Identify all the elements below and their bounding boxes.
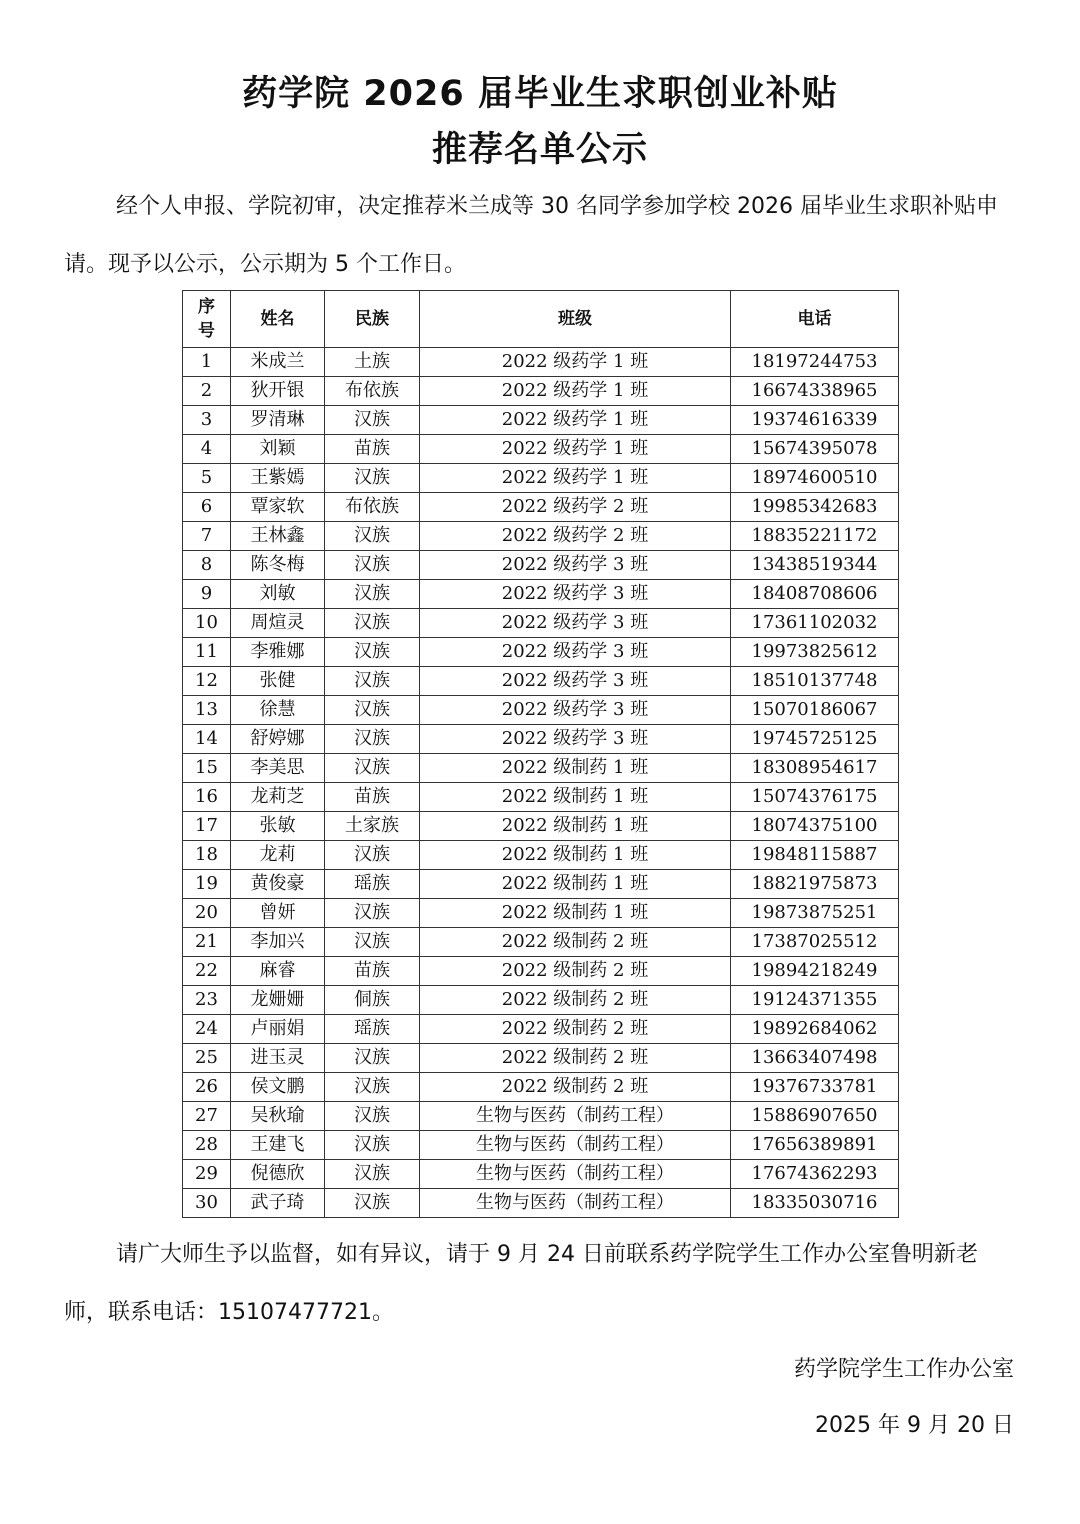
header-name: 姓名 bbox=[231, 291, 325, 348]
cell-class: 2022 级制药 1 班 bbox=[420, 754, 731, 783]
header-number bbox=[183, 291, 231, 348]
cell-name: 李加兴 bbox=[231, 928, 325, 957]
cell-name: 张敏 bbox=[231, 812, 325, 841]
table-row bbox=[183, 1131, 899, 1160]
cell-phone: 15074376175 bbox=[731, 783, 899, 812]
cell-name: 龙莉 bbox=[231, 841, 325, 870]
cell-number: 30 bbox=[183, 1189, 231, 1218]
cell-class: 生物与医药（制药工程） bbox=[420, 1131, 731, 1160]
cell-phone: 15886907650 bbox=[731, 1102, 899, 1131]
table-row bbox=[183, 899, 899, 928]
cell-number: 22 bbox=[183, 957, 231, 986]
cell-class: 2022 级药学 1 班 bbox=[420, 435, 731, 464]
cell-ethnicity: 苗族 bbox=[325, 435, 420, 464]
table-row bbox=[183, 1044, 899, 1073]
cell-phone: 19124371355 bbox=[731, 986, 899, 1015]
table-row bbox=[183, 1189, 899, 1218]
cell-name: 刘颖 bbox=[231, 435, 325, 464]
cell-name: 罗清琳 bbox=[231, 406, 325, 435]
document-title-line1: 药学院 2026 届毕业生求职创业补贴 bbox=[242, 74, 838, 114]
table-row bbox=[183, 638, 899, 667]
cell-phone: 19848115887 bbox=[731, 841, 899, 870]
cell-phone: 18510137748 bbox=[731, 667, 899, 696]
cell-phone: 19745725125 bbox=[731, 725, 899, 754]
table-row bbox=[183, 435, 899, 464]
cell-phone: 17361102032 bbox=[731, 609, 899, 638]
table-row bbox=[183, 1160, 899, 1189]
table-row bbox=[183, 609, 899, 638]
cell-name: 周煊灵 bbox=[231, 609, 325, 638]
signature-date: 2025 年 9 月 20 日 bbox=[815, 1413, 1014, 1438]
cell-name: 米成兰 bbox=[231, 348, 325, 377]
cell-name: 黄俊豪 bbox=[231, 870, 325, 899]
cell-class: 2022 级药学 3 班 bbox=[420, 609, 731, 638]
header-class: 班级 bbox=[420, 291, 731, 348]
cell-phone: 19894218249 bbox=[731, 957, 899, 986]
cell-ethnicity: 汉族 bbox=[325, 1102, 420, 1131]
cell-number: 18 bbox=[183, 841, 231, 870]
cell-class: 生物与医药（制药工程） bbox=[420, 1189, 731, 1218]
cell-name: 狄开银 bbox=[231, 377, 325, 406]
cell-number: 25 bbox=[183, 1044, 231, 1073]
cell-name: 张健 bbox=[231, 667, 325, 696]
cell-class: 2022 级药学 2 班 bbox=[420, 493, 731, 522]
cell-ethnicity: 侗族 bbox=[325, 986, 420, 1015]
cell-number: 2 bbox=[183, 377, 231, 406]
cell-phone: 18821975873 bbox=[731, 870, 899, 899]
cell-number: 10 bbox=[183, 609, 231, 638]
cell-phone: 18408708606 bbox=[731, 580, 899, 609]
cell-name: 李雅娜 bbox=[231, 638, 325, 667]
cell-class: 2022 级药学 1 班 bbox=[420, 348, 731, 377]
cell-ethnicity: 汉族 bbox=[325, 754, 420, 783]
cell-number: 27 bbox=[183, 1102, 231, 1131]
cell-ethnicity: 汉族 bbox=[325, 1073, 420, 1102]
cell-phone: 15070186067 bbox=[731, 696, 899, 725]
cell-ethnicity: 土族 bbox=[325, 348, 420, 377]
cell-phone: 17387025512 bbox=[731, 928, 899, 957]
cell-number: 17 bbox=[183, 812, 231, 841]
cell-ethnicity: 汉族 bbox=[325, 551, 420, 580]
cell-number: 28 bbox=[183, 1131, 231, 1160]
cell-ethnicity: 瑶族 bbox=[325, 1015, 420, 1044]
cell-name: 舒婷娜 bbox=[231, 725, 325, 754]
table-row bbox=[183, 928, 899, 957]
cell-ethnicity: 汉族 bbox=[325, 638, 420, 667]
table-row bbox=[183, 1073, 899, 1102]
cell-number: 6 bbox=[183, 493, 231, 522]
table-row bbox=[183, 348, 899, 377]
cell-phone: 17674362293 bbox=[731, 1160, 899, 1189]
cell-class: 2022 级制药 2 班 bbox=[420, 986, 731, 1015]
cell-phone: 19892684062 bbox=[731, 1015, 899, 1044]
cell-number: 7 bbox=[183, 522, 231, 551]
table-row bbox=[183, 841, 899, 870]
cell-ethnicity: 汉族 bbox=[325, 928, 420, 957]
table-header-row bbox=[183, 291, 899, 348]
header-phone: 电话 bbox=[731, 291, 899, 348]
cell-number: 1 bbox=[183, 348, 231, 377]
cell-phone: 19973825612 bbox=[731, 638, 899, 667]
table-row bbox=[183, 754, 899, 783]
cell-phone: 18835221172 bbox=[731, 522, 899, 551]
cell-ethnicity: 汉族 bbox=[325, 899, 420, 928]
recommendation-table bbox=[182, 290, 899, 1218]
cell-ethnicity: 汉族 bbox=[325, 667, 420, 696]
cell-ethnicity: 汉族 bbox=[325, 580, 420, 609]
cell-class: 2022 级药学 3 班 bbox=[420, 667, 731, 696]
cell-ethnicity: 汉族 bbox=[325, 522, 420, 551]
cell-number: 23 bbox=[183, 986, 231, 1015]
header-number-line1: 序 bbox=[198, 297, 215, 317]
cell-number: 12 bbox=[183, 667, 231, 696]
cell-number: 21 bbox=[183, 928, 231, 957]
table-row bbox=[183, 812, 899, 841]
table-row bbox=[183, 522, 899, 551]
cell-name: 侯文鹏 bbox=[231, 1073, 325, 1102]
cell-number: 5 bbox=[183, 464, 231, 493]
cell-name: 王建飞 bbox=[231, 1131, 325, 1160]
cell-class: 2022 级制药 2 班 bbox=[420, 1044, 731, 1073]
table-row bbox=[183, 551, 899, 580]
cell-name: 武子琦 bbox=[231, 1189, 325, 1218]
cell-name: 李美思 bbox=[231, 754, 325, 783]
cell-number: 11 bbox=[183, 638, 231, 667]
cell-class: 2022 级药学 1 班 bbox=[420, 464, 731, 493]
cell-number: 13 bbox=[183, 696, 231, 725]
cell-name: 龙姗姗 bbox=[231, 986, 325, 1015]
table-row bbox=[183, 986, 899, 1015]
cell-name: 麻睿 bbox=[231, 957, 325, 986]
cell-phone: 15674395078 bbox=[731, 435, 899, 464]
cell-class: 2022 级制药 1 班 bbox=[420, 783, 731, 812]
cell-phone: 19376733781 bbox=[731, 1073, 899, 1102]
cell-number: 3 bbox=[183, 406, 231, 435]
table-row bbox=[183, 493, 899, 522]
table-row bbox=[183, 1015, 899, 1044]
cell-number: 8 bbox=[183, 551, 231, 580]
cell-ethnicity: 汉族 bbox=[325, 609, 420, 638]
cell-phone: 18308954617 bbox=[731, 754, 899, 783]
cell-phone: 13663407498 bbox=[731, 1044, 899, 1073]
cell-name: 徐慧 bbox=[231, 696, 325, 725]
cell-ethnicity: 布依族 bbox=[325, 493, 420, 522]
cell-class: 2022 级药学 3 班 bbox=[420, 638, 731, 667]
cell-name: 覃家软 bbox=[231, 493, 325, 522]
cell-phone: 19374616339 bbox=[731, 406, 899, 435]
cell-name: 王紫嫣 bbox=[231, 464, 325, 493]
cell-class: 生物与医药（制药工程） bbox=[420, 1102, 731, 1131]
cell-class: 生物与医药（制药工程） bbox=[420, 1160, 731, 1189]
cell-class: 2022 级制药 1 班 bbox=[420, 841, 731, 870]
cell-phone: 18974600510 bbox=[731, 464, 899, 493]
cell-phone: 18074375100 bbox=[731, 812, 899, 841]
cell-name: 进玉灵 bbox=[231, 1044, 325, 1073]
table-row bbox=[183, 1102, 899, 1131]
table-row bbox=[183, 957, 899, 986]
cell-ethnicity: 汉族 bbox=[325, 1160, 420, 1189]
cell-ethnicity: 汉族 bbox=[325, 1131, 420, 1160]
table-row bbox=[183, 377, 899, 406]
table-row bbox=[183, 725, 899, 754]
table-row bbox=[183, 783, 899, 812]
cell-phone: 19873875251 bbox=[731, 899, 899, 928]
cell-phone: 18197244753 bbox=[731, 348, 899, 377]
cell-ethnicity: 汉族 bbox=[325, 1189, 420, 1218]
signature-office: 药学院学生工作办公室 bbox=[793, 1357, 1014, 1382]
cell-number: 24 bbox=[183, 1015, 231, 1044]
header-number-line2: 号 bbox=[198, 321, 215, 341]
cell-class: 2022 级制药 2 班 bbox=[420, 928, 731, 957]
intro-paragraph: 经个人申报、学院初审，决定推荐米兰成等 30 名同学参加学校 2026 届毕业生求职补贴申请。现予以公示，公示期为 5 个工作日。 bbox=[64, 194, 998, 277]
cell-ethnicity: 苗族 bbox=[325, 783, 420, 812]
table-row bbox=[183, 580, 899, 609]
cell-ethnicity: 苗族 bbox=[325, 957, 420, 986]
table-row bbox=[183, 464, 899, 493]
cell-class: 2022 级药学 3 班 bbox=[420, 551, 731, 580]
cell-name: 倪德欣 bbox=[231, 1160, 325, 1189]
cell-number: 19 bbox=[183, 870, 231, 899]
cell-phone: 19985342683 bbox=[731, 493, 899, 522]
cell-ethnicity: 瑶族 bbox=[325, 870, 420, 899]
cell-number: 16 bbox=[183, 783, 231, 812]
cell-name: 王林鑫 bbox=[231, 522, 325, 551]
cell-number: 14 bbox=[183, 725, 231, 754]
cell-phone: 18335030716 bbox=[731, 1189, 899, 1218]
cell-class: 2022 级制药 2 班 bbox=[420, 1015, 731, 1044]
table-body bbox=[183, 348, 899, 1218]
cell-class: 2022 级制药 2 班 bbox=[420, 957, 731, 986]
document-title-line2: 推荐名单公示 bbox=[431, 130, 648, 170]
cell-name: 龙莉芝 bbox=[231, 783, 325, 812]
cell-ethnicity: 布依族 bbox=[325, 377, 420, 406]
cell-class: 2022 级药学 3 班 bbox=[420, 725, 731, 754]
cell-number: 9 bbox=[183, 580, 231, 609]
cell-number: 4 bbox=[183, 435, 231, 464]
cell-name: 曾妍 bbox=[231, 899, 325, 928]
table-row bbox=[183, 870, 899, 899]
cell-class: 2022 级药学 1 班 bbox=[420, 377, 731, 406]
header-ethnicity: 民族 bbox=[325, 291, 420, 348]
cell-name: 陈冬梅 bbox=[231, 551, 325, 580]
cell-phone: 13438519344 bbox=[731, 551, 899, 580]
cell-number: 15 bbox=[183, 754, 231, 783]
cell-class: 2022 级药学 3 班 bbox=[420, 696, 731, 725]
cell-ethnicity: 汉族 bbox=[325, 406, 420, 435]
cell-phone: 16674338965 bbox=[731, 377, 899, 406]
table-row bbox=[183, 696, 899, 725]
cell-class: 2022 级药学 2 班 bbox=[420, 522, 731, 551]
cell-ethnicity: 土家族 bbox=[325, 812, 420, 841]
table-row bbox=[183, 406, 899, 435]
cell-class: 2022 级药学 1 班 bbox=[420, 406, 731, 435]
cell-ethnicity: 汉族 bbox=[325, 725, 420, 754]
cell-name: 刘敏 bbox=[231, 580, 325, 609]
cell-number: 26 bbox=[183, 1073, 231, 1102]
table-row bbox=[183, 667, 899, 696]
cell-class: 2022 级制药 1 班 bbox=[420, 870, 731, 899]
cell-ethnicity: 汉族 bbox=[325, 1044, 420, 1073]
cell-ethnicity: 汉族 bbox=[325, 841, 420, 870]
cell-class: 2022 级药学 3 班 bbox=[420, 580, 731, 609]
cell-class: 2022 级制药 1 班 bbox=[420, 812, 731, 841]
cell-ethnicity: 汉族 bbox=[325, 464, 420, 493]
cell-phone: 17656389891 bbox=[731, 1131, 899, 1160]
cell-ethnicity: 汉族 bbox=[325, 696, 420, 725]
cell-name: 吴秋瑜 bbox=[231, 1102, 325, 1131]
cell-class: 2022 级制药 1 班 bbox=[420, 899, 731, 928]
cell-number: 29 bbox=[183, 1160, 231, 1189]
cell-name: 卢丽娟 bbox=[231, 1015, 325, 1044]
cell-class: 2022 级制药 2 班 bbox=[420, 1073, 731, 1102]
cell-number: 20 bbox=[183, 899, 231, 928]
notice-paragraph: 请广大师生予以监督，如有异议，请于 9 月 24 日前联系药学院学生工作办公室鲁明新老师，联系电话：15107477721。 bbox=[64, 1242, 978, 1325]
